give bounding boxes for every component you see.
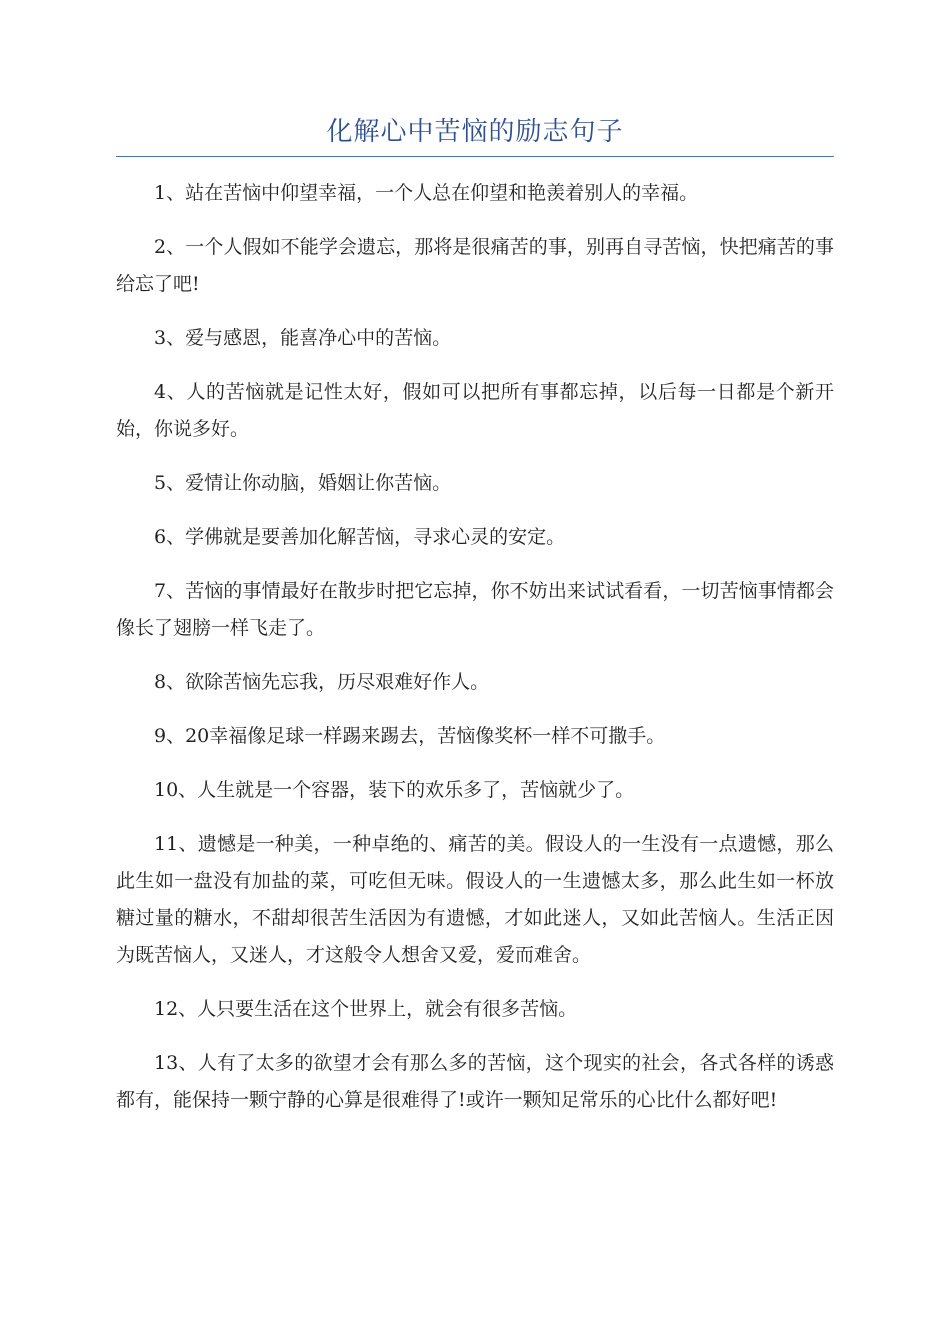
paragraph-8: 8、欲除苦恼先忘我，历尽艰难好作人。: [154, 671, 490, 693]
page-title: 化解心中苦恼的励志句子: [326, 117, 624, 147]
paragraph-13: 13、人有了太多的欲望才会有那么多的苦恼，这个现实的社会，各式各样的诱惑都有，能保持一颗宁静的心算是很难得了!或许一颗知足常乐的心比什么都好吧!: [116, 1052, 834, 1111]
paragraph-3: 3、爱与感恩，能喜净心中的苦恼。: [154, 327, 452, 349]
document-body: [116, 175, 834, 1136]
paragraph-9: 9、20幸福像足球一样踢来踢去，苦恼像奖杯一样不可撒手。: [154, 725, 666, 747]
paragraph-6: 6、学佛就是要善加化解苦恼，寻求心灵的安定。: [154, 526, 566, 548]
paragraph-11: 11、遗憾是一种美，一种卓绝的、痛苦的美。假设人的一生没有一点遗憾，那么此生如一盘没有加盐的菜，可吃但无味。假设人的一生遗憾太多，那么此生如一杯放糖过量的糖水，不甜却很苦生活因为有遗憾，才如此迷人，又如此苦恼人。生活正因为既苦恼人，又迷人，才这般令人想舍又爱，爱而难舍。: [116, 833, 834, 966]
paragraph-5: 5、爱情让你动脑，婚姻让你苦恼。: [154, 472, 452, 494]
title-block: [116, 112, 834, 157]
paragraph-1: 1、站在苦恼中仰望幸福，一个人总在仰望和艳羡着别人的幸福。: [154, 182, 699, 204]
paragraph-12: 12、人只要生活在这个世界上，就会有很多苦恼。: [154, 998, 578, 1020]
paragraph-10: 10、人生就是一个容器，装下的欢乐多了，苦恼就少了。: [154, 779, 635, 801]
paragraph-4: 4、人的苦恼就是记性太好，假如可以把所有事都忘掉，以后每一日都是个新开始，你说多好。: [116, 381, 834, 440]
paragraph-7: 7、苦恼的事情最好在散步时把它忘掉，你不妨出来试试看看，一切苦恼事情都会像长了翅膀一样飞走了。: [116, 580, 834, 639]
paragraph-2: 2、一个人假如不能学会遗忘，那将是很痛苦的事，别再自寻苦恼，快把痛苦的事给忘了吧!: [116, 236, 834, 295]
